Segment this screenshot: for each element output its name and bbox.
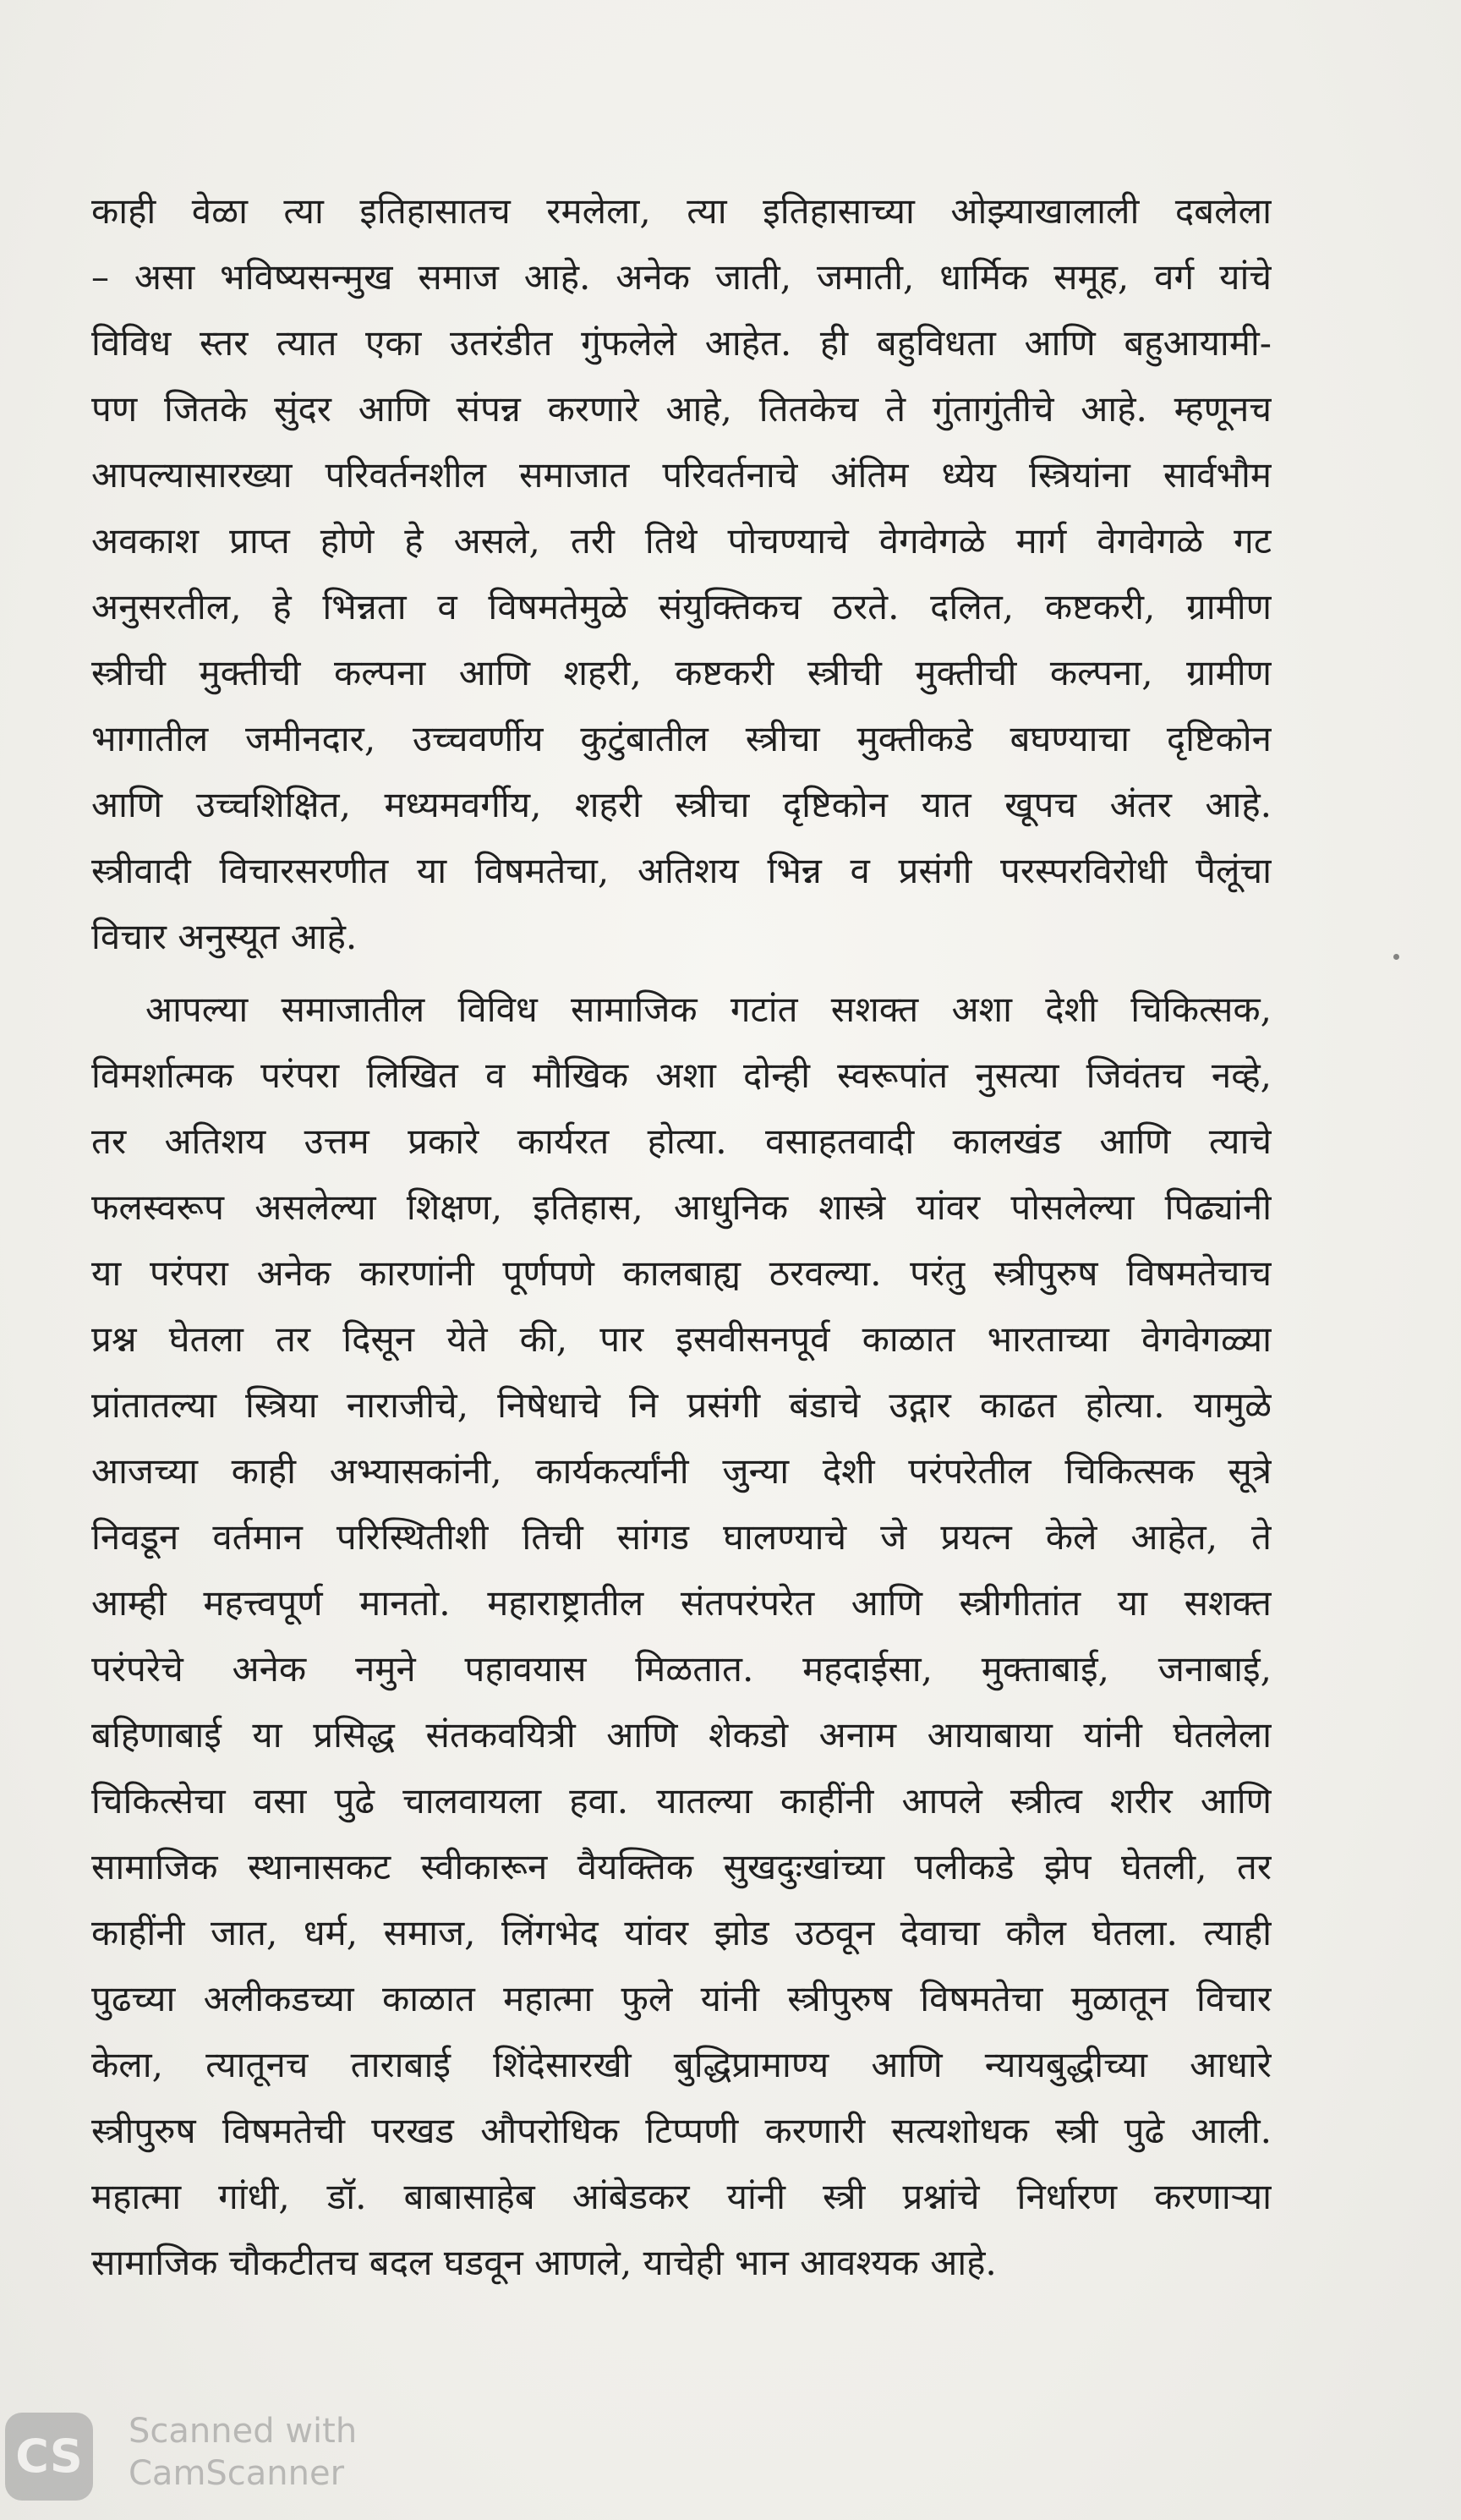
text-line: स्त्रीवादी विचारसरणीत या विषमतेचा, अतिशय भिन्न व प्रसंगी परस्परविरोधी पैलूंचा: [91, 850, 1272, 891]
text-line: केला, त्यातूनच ताराबाई शिंदेसारखी बुद्धिप्रामाण्य आणि न्यायबुद्धीच्या आधारे: [91, 2044, 1272, 2085]
text-line: काही वेळा त्या इतिहासातच रमलेला, त्या इतिहासाच्या ओझ्याखालाली दबलेला: [91, 190, 1272, 232]
text-line: आणि उच्चशिक्षित, मध्यमवर्गीय, शहरी स्त्रीचा दृष्टिकोन यात खूपच अंतर आहे.: [91, 784, 1272, 825]
text-line: महात्मा गांधी, डॉ. बाबासाहेब आंबेडकर यांनी स्त्री प्रश्नांचे निर्धारण करणाऱ्या: [91, 2176, 1272, 2217]
text-line: फलस्वरूप असलेल्या शिक्षण, इतिहास, आधुनिक शास्त्रे यांवर पोसलेल्या पिढ्यांनी: [91, 1186, 1272, 1228]
text-line: निवडून वर्तमान परिस्थितीशी तिची सांगड घालण्याचे जे प्रयत्न केले आहेत, ते: [91, 1516, 1272, 1558]
watermark-line-1: Scanned with: [129, 2412, 358, 2451]
text-line: आजच्या काही अभ्यासकांनी, कार्यकर्त्यांनी जुन्या देशी परंपरेतील चिकित्सक सूत्रे: [91, 1450, 1272, 1492]
text-line: आम्ही महत्त्वपूर्ण मानतो. महाराष्ट्रातील संतपरंपरेत आणि स्त्रीगीतांत या सशक्त: [91, 1582, 1272, 1624]
text-line: अनुसरतील, हे भिन्नता व विषमतेमुळे संयुक्तिकच ठरते. दलित, कष्टकरी, ग्रामीण: [91, 586, 1272, 627]
text-line: प्रश्न घेतला तर दिसून येते की, पार इसवीसनपूर्व काळात भारताच्या वेगवेगळ्या: [91, 1318, 1272, 1360]
camscanner-watermark: [5, 2406, 394, 2503]
text-line: पुढच्या अलीकडच्या काळात महात्मा फुले यांनी स्त्रीपुरुष विषमतेचा मुळातून विचार: [91, 1978, 1272, 2019]
text-line: स्त्रीची मुक्तीची कल्पना आणि शहरी, कष्टकरी स्त्रीची मुक्तीची कल्पना, ग्रामीण: [91, 652, 1272, 693]
text-line: अवकाश प्राप्त होणे हे असले, तरी तिथे पोचण्याचे वेगवेगळे मार्ग वेगवेगळे गट: [91, 520, 1272, 562]
text-line: विमर्शात्मक परंपरा लिखित व मौखिक अशा दोन्ही स्वरूपांत नुसत्या जिवंतच नव्हे,: [91, 1055, 1272, 1096]
text-line: या परंपरा अनेक कारणांनी पूर्णपणे कालबाह्य ठरवल्या. परंतु स्त्रीपुरुष विषमतेचाच: [91, 1252, 1272, 1294]
text-line: सामाजिक चौकटीतच बदल घडवून आणले, याचेही भान आवश्यक आहे.: [91, 2242, 997, 2283]
text-line: बहिणाबाई या प्रसिद्ध संतकवयित्री आणि शेकडो अनाम आयाबाया यांनी घेतलेला: [91, 1714, 1272, 1756]
text-line: – असा भविष्यसन्मुख समाज आहे. अनेक जाती, जमाती, धार्मिक समूह, वर्ग यांचे: [91, 256, 1272, 298]
text-line: विविध स्तर त्यात एका उतरंडीत गुंफलेले आहेत. ही बहुविधता आणि बहुआयामी-: [91, 322, 1272, 364]
camscanner-logo-icon: CS: [5, 2413, 93, 2501]
text-line: परंपरेचे अनेक नमुने पहावयास मिळतात. महदाईसा, मुक्ताबाई, जनाबाई,: [91, 1648, 1272, 1690]
text-line: चिकित्सेचा वसा पुढे चालवायला हवा. यातल्या काहींनी आपले स्त्रीत्व शरीर आणि: [91, 1780, 1272, 1822]
watermark-line-2: CamScanner: [129, 2454, 345, 2493]
text-line: प्रांतातल्या स्त्रिया नाराजीचे, निषेधाचे नि प्रसंगी बंडाचे उद्गार काढत होत्या. यामुळे: [91, 1384, 1272, 1426]
text-line: पण जितके सुंदर आणि संपन्न करणारे आहे, तितकेच ते गुंतागुंतीचे आहे. म्हणूनच: [91, 388, 1272, 430]
text-line: भागातील जमीनदार, उच्चवर्णीय कुटुंबातील स्त्रीचा मुक्तीकडे बघण्याचा दृष्टिकोन: [91, 718, 1272, 759]
text-line: स्त्रीपुरुष विषमतेची परखड औपरोधिक टिप्पणी करणारी सत्यशोधक स्त्री पुढे आली.: [91, 2110, 1272, 2151]
margin-speck: [1393, 954, 1399, 960]
text-line: विचार अनुस्यूत आहे.: [91, 916, 358, 957]
text-line: काहींनी जात, धर्म, समाज, लिंगभेद यांवर झोड उठवून देवाचा कौल घेतला. त्याही: [91, 1912, 1272, 1953]
paragraph-first-line: आपल्या समाजातील विविध सामाजिक गटांत सशक्त अशा देशी चिकित्सक,: [145, 989, 1272, 1030]
text-line: आपल्यासारख्या परिवर्तनशील समाजात परिवर्तनाचे अंतिम ध्येय स्त्रियांना सार्वभौम: [91, 454, 1272, 496]
text-line: सामाजिक स्थानासकट स्वीकारून वैयक्तिक सुखदुःखांच्या पलीकडे झेप घेतली, तर: [91, 1846, 1272, 1887]
text-line: तर अतिशय उत्तम प्रकारे कार्यरत होत्या. वसाहतवादी कालखंड आणि त्याचे: [91, 1120, 1272, 1162]
